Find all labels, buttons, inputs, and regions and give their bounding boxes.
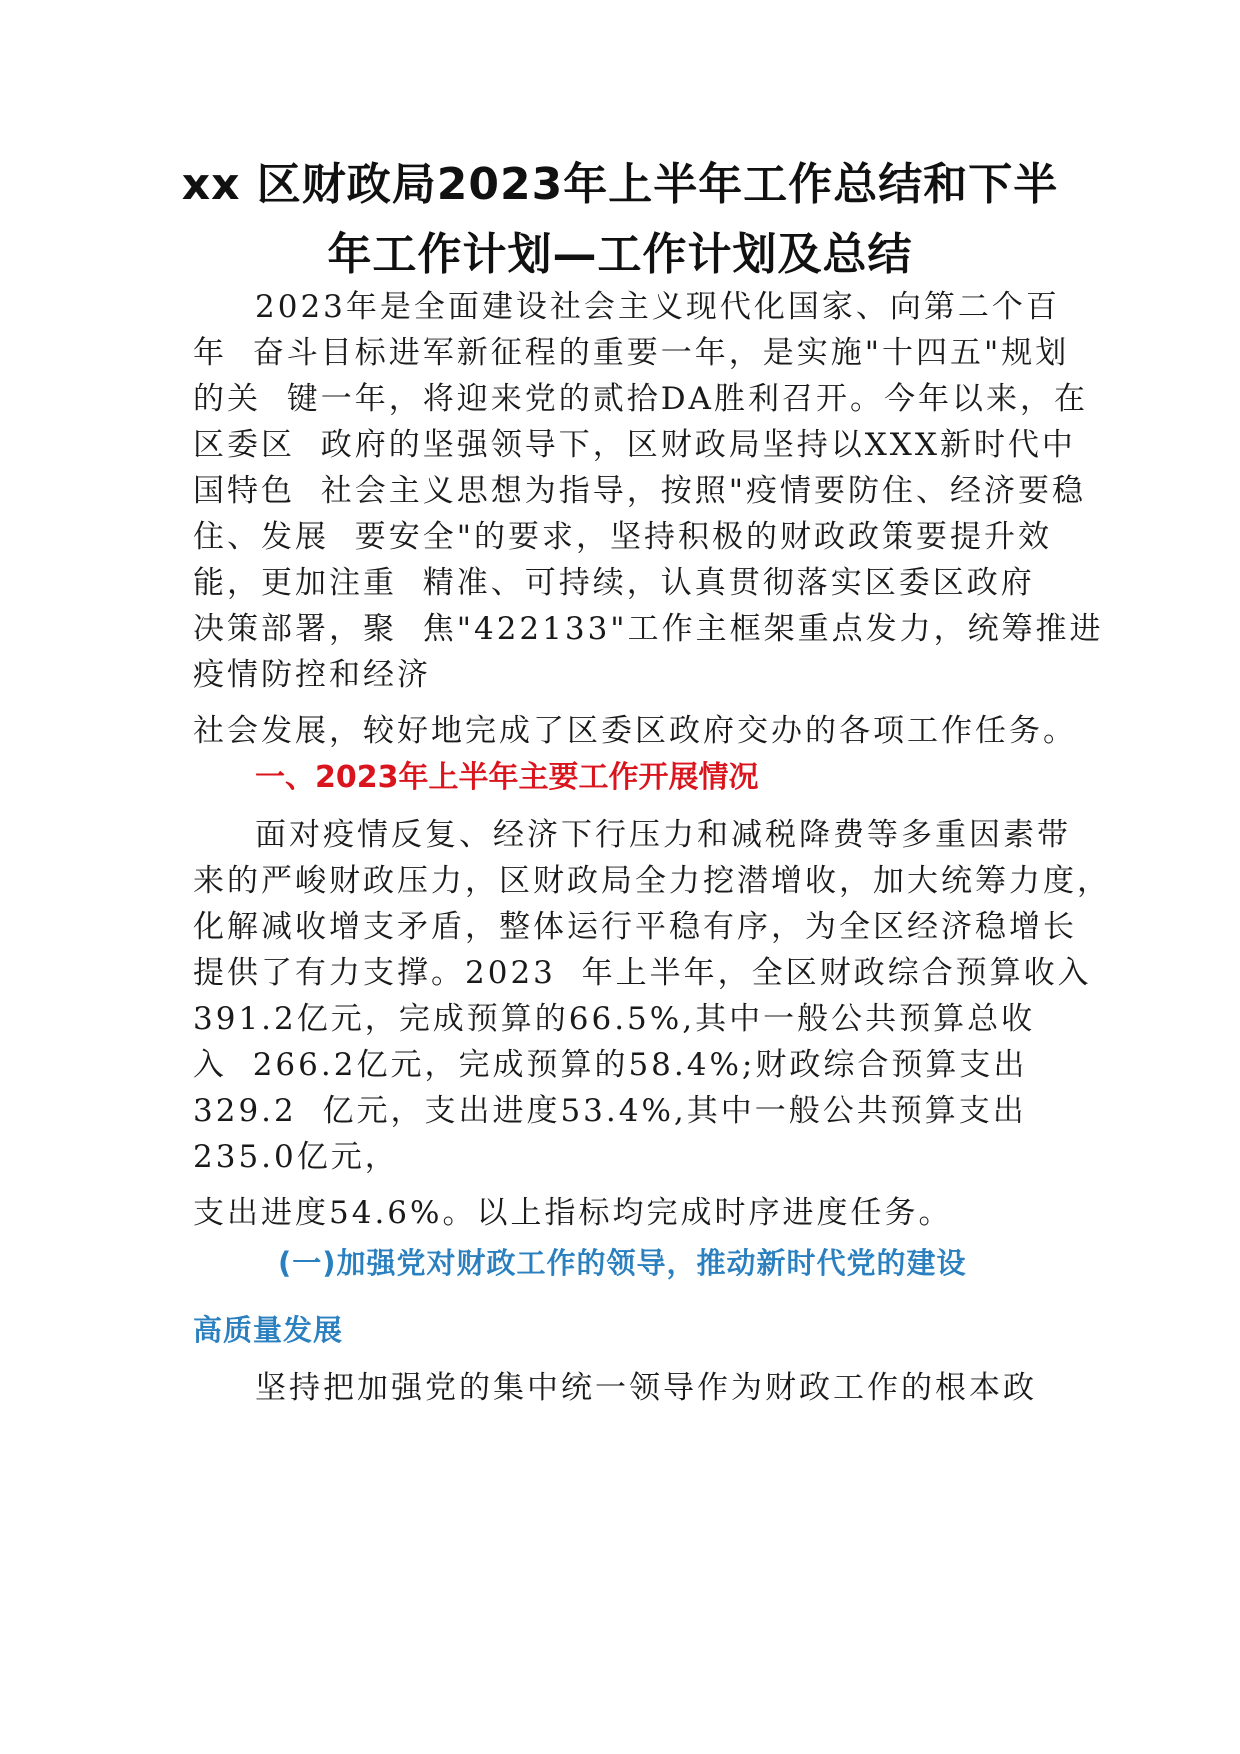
section-paragraph-line: 329.2 亿元，支出进度53.4%,其中一般公共预算支出: [193, 1093, 1027, 1129]
subsection-heading-line-2: 高质量发展: [193, 1313, 344, 1347]
section-continuation-line: 支出进度54.6%。以上指标均完成时序进度任务。: [193, 1195, 953, 1231]
intro-paragraph-line: 的关 键一年，将迎来党的贰拾DA胜利召开。今年以来，在: [193, 381, 1088, 417]
document-title-line-2: 年工作计划—工作计划及总结: [327, 229, 913, 280]
intro-paragraph-line: 决策部署，聚 焦"422133"工作主框架重点发力，统筹推进: [193, 611, 1104, 647]
document-title-line-1: xx 区财政局2023年上半年工作总结和下半: [181, 159, 1059, 210]
subsection-heading-line-1: (一)加强党对财政工作的领导，推动新时代党的建设: [278, 1246, 967, 1280]
section-heading: 一、2023年上半年主要工作开展情况: [255, 760, 759, 795]
intro-paragraph-line: 疫情防控和经济: [193, 657, 431, 693]
section-paragraph-line: 提供了有力支撑。2023 年上半年，全区财政综合预算收入: [193, 955, 1092, 991]
intro-paragraph-line: 2023年是全面建设社会主义现代化国家、向第二个百: [255, 289, 1060, 325]
section-paragraph-line: 化解减收增支矛盾，整体运行平稳有序，为全区经济稳增长: [193, 909, 1077, 945]
intro-paragraph-line: 区委区 政府的坚强领导下，区财政局坚持以XXX新时代中: [193, 427, 1076, 463]
section-paragraph-line: 235.0亿元，: [193, 1139, 399, 1175]
section-paragraph-line: 入 266.2亿元，完成预算的58.4%;财政综合预算支出: [193, 1047, 1028, 1083]
intro-paragraph-line: 国特色 社会主义思想为指导，按照"疫情要防住、经济要稳: [193, 473, 1086, 509]
intro-paragraph-line: 住、发展 要安全"的要求，坚持积极的财政政策要提升效: [193, 519, 1052, 555]
section-paragraph-line: 来的严峻财政压力，区财政局全力挖潜增收，加大统筹力度，: [193, 863, 1111, 899]
section-paragraph-line: 391.2亿元，完成预算的66.5%,其中一般公共预算总收: [193, 1001, 1036, 1037]
intro-continuation-line: 社会发展，较好地完成了区委区政府交办的各项工作任务。: [193, 713, 1077, 749]
intro-paragraph-line: 能，更加注重 精准、可持续，认真贯彻落实区委区政府: [193, 565, 1035, 601]
subsection-paragraph-line: 坚持把加强党的集中统一领导作为财政工作的根本政: [255, 1370, 1037, 1406]
section-paragraph-line: 面对疫情反复、经济下行压力和减税降费等多重因素带: [255, 817, 1071, 853]
intro-paragraph-line: 年 奋斗目标进军新征程的重要一年，是实施"十四五"规划: [193, 335, 1070, 371]
